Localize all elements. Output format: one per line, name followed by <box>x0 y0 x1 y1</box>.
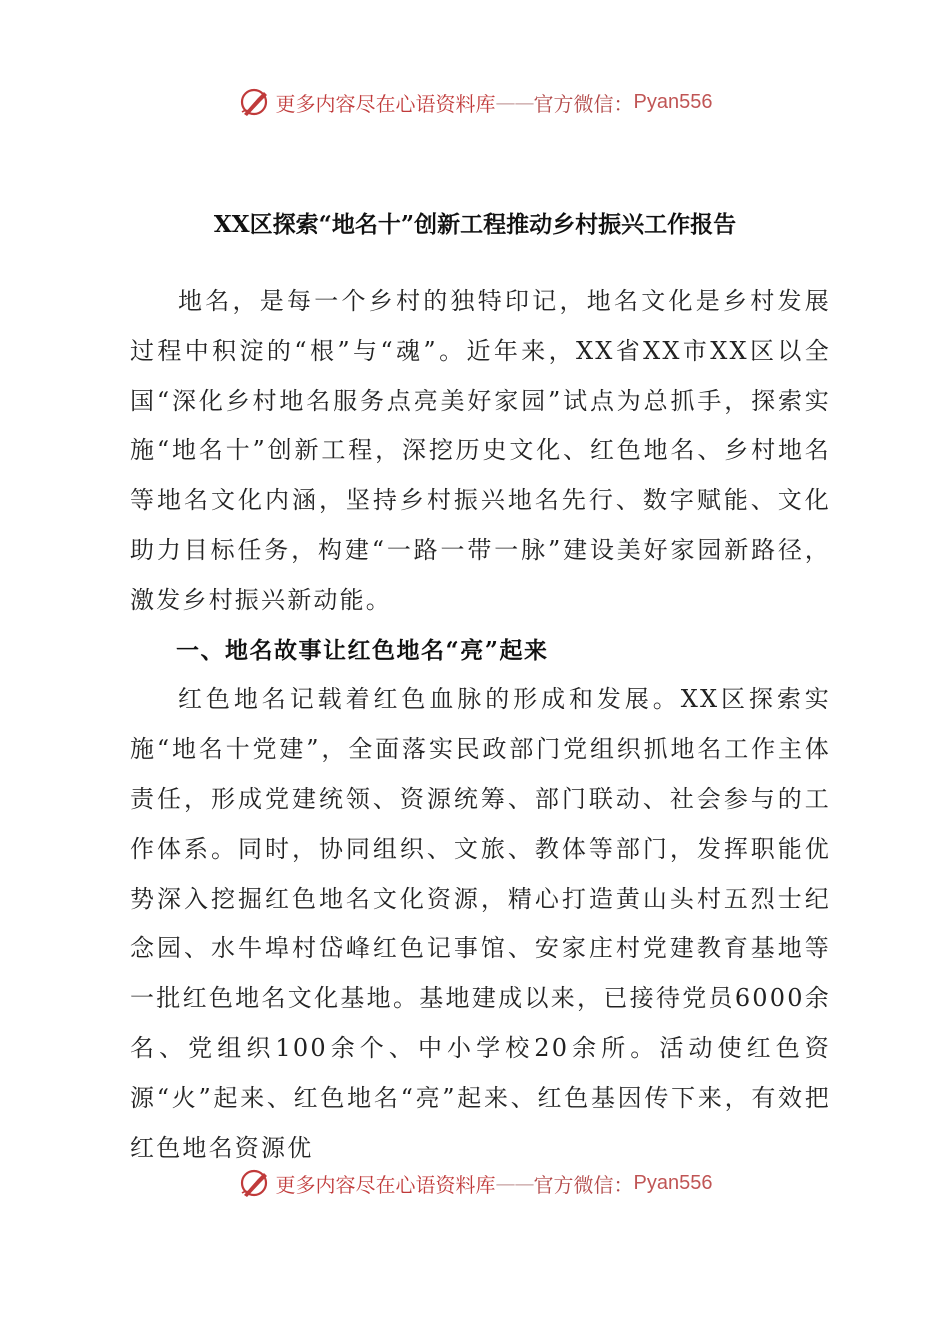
watermark-wechat-id: Pyan556 <box>633 90 713 113</box>
pen-nib-logo-icon <box>238 1165 274 1201</box>
section-1-heading: 一、地名故事让红色地名“亮”起来 <box>176 636 549 664</box>
watermark-banner-bottom <box>0 1163 950 1203</box>
watermark-main-text: 更多内容尽在心语资料库 <box>275 91 496 116</box>
watermark-main-text: 更多内容尽在心语资料库 <box>275 1172 496 1197</box>
section-1-paragraph: 红色地名记载着红色血脉的形成和发展。XX区探索实施“地名十党建”，全面落实民政部门党组织抓地名工作主体责任，形成党建统领、资源统筹、部门联动、社会参与的工作体系。同时，协同组织、文旅、教体等部门，发挥职能优势深入挖掘红色地名文化资源，精心打造黄山头村五烈士纪念园、水牛埠村岱峰红色记事馆、安家庄村党建教育基地等一批红色地名文化基地。基地建成以来，已接待党员6000余名、党组织100余个、中小学校20余所。活动使红色资源“火”起来、红色地名“亮”起来、红色基因传下来，有效把红色地名资源优 <box>130 685 831 1162</box>
watermark-dash: —— <box>495 1171 534 1195</box>
watermark-wechat-label: 官方微信： <box>533 91 634 116</box>
watermark-banner-top <box>0 82 950 122</box>
intro-paragraph: 地名，是每一个乡村的独特印记，地名文化是乡村发展过程中积淀的“根”与“魂”。近年来，XX省XX市XX区以全国“深化乡村地名服务点亮美好家园”试点为总抓手，探索实施“地名十”创新工程，深挖历史文化、红色地名、乡村地名等地名文化内涵，坚持乡村振兴地名先行、数字赋能、文化助力目标任务，构建“一路一带一脉”建设美好家园新路径，激发乡村振兴新动能。 <box>130 287 831 614</box>
watermark-dash: —— <box>495 90 534 114</box>
pen-nib-logo-icon <box>238 84 274 120</box>
document-title: XX区探索“地名十”创新工程推动乡村振兴工作报告 <box>213 211 737 238</box>
document-body <box>130 277 831 1173</box>
watermark-wechat-id: Pyan556 <box>633 1171 713 1194</box>
watermark-wechat-label: 官方微信： <box>533 1172 634 1197</box>
